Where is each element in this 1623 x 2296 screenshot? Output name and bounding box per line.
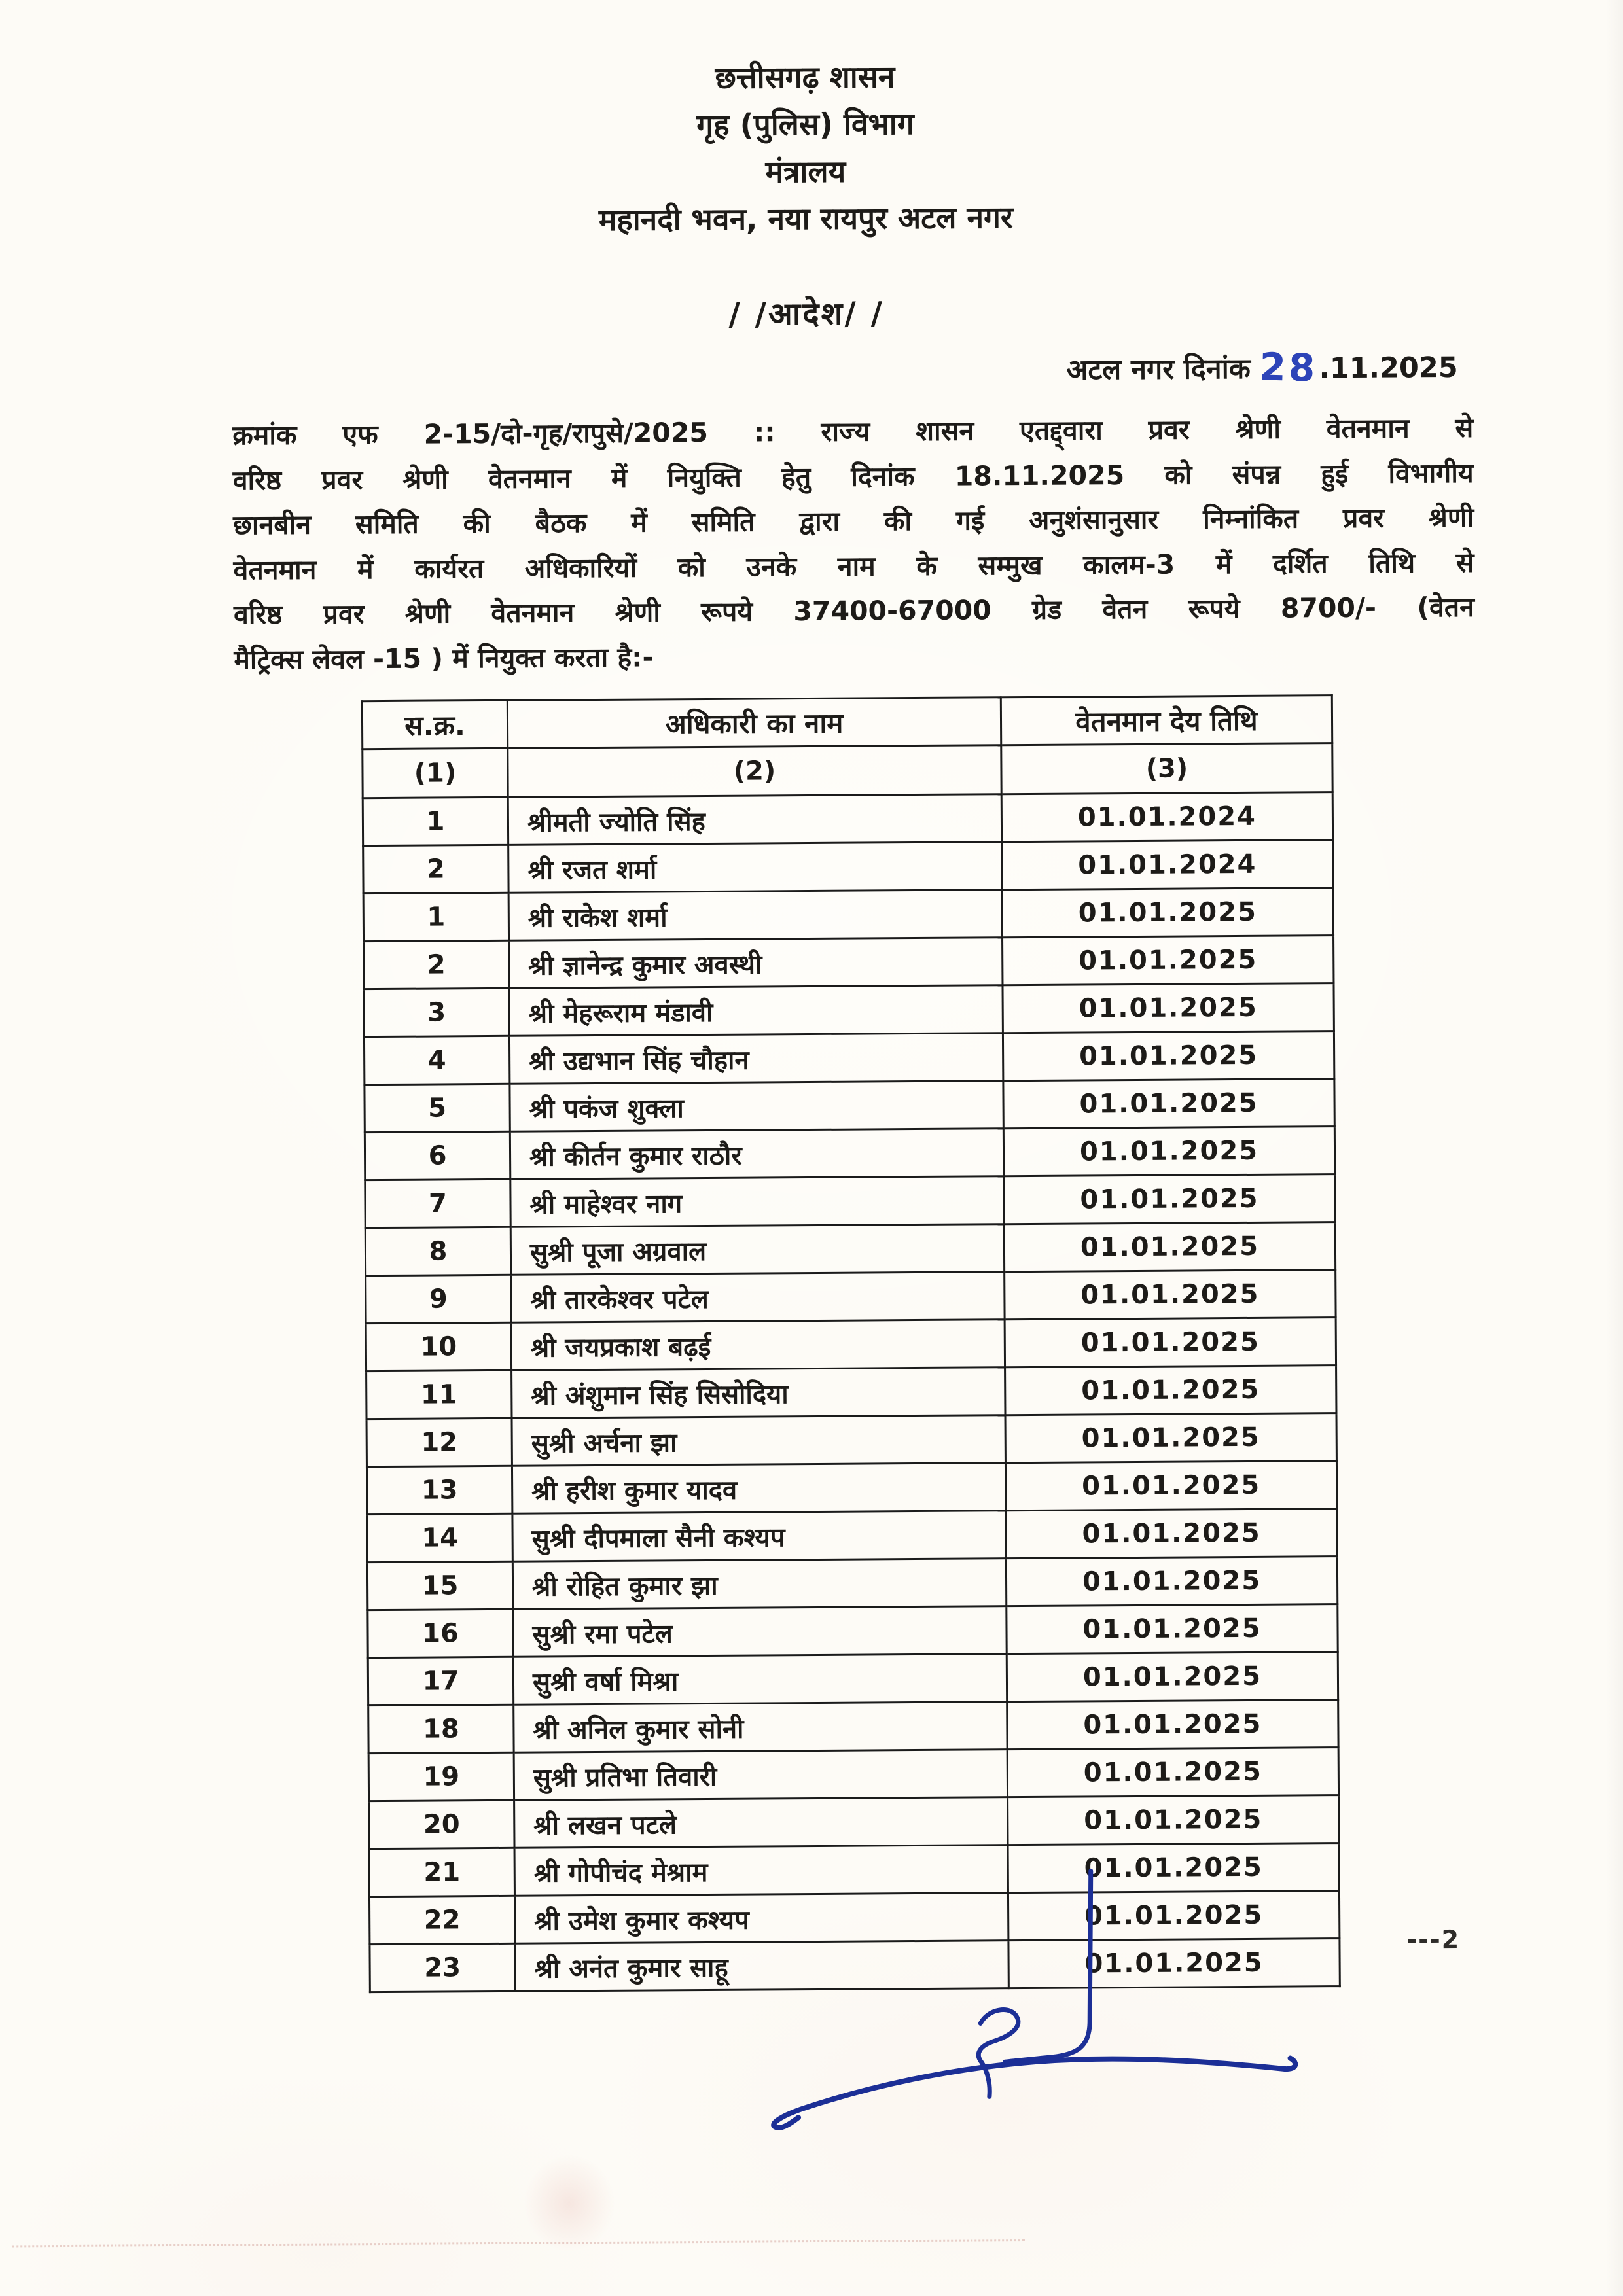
officer-name-cell: सुश्री प्रतिभा तिवारी — [514, 1750, 1007, 1801]
pay-date-cell: 01.01.2025 — [1005, 1413, 1336, 1463]
officer-name-cell: श्री गोपीचंद मेश्राम — [514, 1845, 1008, 1896]
officer-name-cell: सुश्री दीपमाला सैनी कश्यप — [512, 1511, 1006, 1562]
serial-cell: 3 — [364, 988, 509, 1036]
officer-name-cell: सुश्री पूजा अग्रवाल — [510, 1224, 1004, 1275]
serial-cell: 12 — [366, 1418, 512, 1466]
letterhead-line-1: छत्तीसगढ़ शासन — [715, 59, 895, 96]
scan-speckle-line — [12, 2239, 1025, 2247]
serial-cell: 2 — [364, 940, 509, 989]
pay-date-cell: 01.01.2025 — [1003, 1127, 1334, 1176]
table-row — [365, 1174, 1335, 1228]
signature-loop-stroke — [978, 2009, 1019, 2096]
table-header-row — [362, 696, 1332, 749]
pay-date-cell: 01.01.2025 — [1008, 1843, 1339, 1893]
officer-name-cell: श्री राकेश शर्मा — [508, 890, 1002, 941]
serial-cell: 8 — [365, 1227, 510, 1275]
table-row — [365, 1127, 1334, 1180]
order-title: / /आदेश/ / — [728, 295, 885, 333]
pay-date-cell: 01.01.2025 — [1003, 1079, 1334, 1129]
table-row — [366, 1366, 1336, 1419]
pay-date-cell: 01.01.2025 — [1006, 1509, 1337, 1559]
table-row — [368, 1604, 1338, 1658]
table-row — [365, 1079, 1334, 1133]
serial-cell: 4 — [364, 1036, 509, 1084]
officer-name-cell: श्री तारकेश्वर पटेल — [511, 1272, 1005, 1323]
officer-name-cell: श्री कीर्तन कुमार राठौर — [510, 1129, 1003, 1180]
pay-date-cell: 01.01.2025 — [1008, 1939, 1340, 1988]
serial-cell: 17 — [368, 1657, 513, 1705]
table-row — [370, 1939, 1340, 1992]
pay-date-cell: 01.01.2024 — [1001, 792, 1332, 842]
officer-name-cell: श्रीमती ज्योति सिंह — [508, 794, 1001, 845]
officer-name-cell: श्री लखन पटले — [514, 1797, 1008, 1848]
table-row — [364, 1031, 1334, 1085]
pay-date-cell: 01.01.2025 — [1008, 1891, 1339, 1941]
officer-name-cell: श्री ज्ञानेन्द्र कुमार अवस्थी — [509, 938, 1003, 989]
serial-cell: 22 — [369, 1896, 514, 1944]
officer-name-cell: श्री अनंत कुमार साहू — [515, 1941, 1008, 1992]
handwritten-day: 28 — [1258, 344, 1319, 391]
serial-cell: 18 — [368, 1704, 514, 1753]
pay-date-cell: 01.01.2025 — [1002, 888, 1333, 938]
table-row — [364, 983, 1334, 1037]
officer-table — [361, 694, 1341, 1993]
pay-date-cell: 01.01.2025 — [1003, 936, 1334, 985]
table-row — [366, 1318, 1336, 1371]
table-row — [367, 1509, 1337, 1563]
serial-cell: 1 — [363, 892, 508, 941]
serial-cell: 1 — [363, 797, 508, 845]
serial-cell: 23 — [370, 1943, 515, 1992]
table-row — [368, 1748, 1338, 1801]
col-header-officer-name: अधिकारी का नाम — [507, 698, 1001, 749]
page-continuation-marker: ---2 — [1406, 1924, 1461, 1954]
serial-cell: 2 — [363, 845, 508, 893]
paragraph-line-3: छानबीन समिति की बैठक में समिति द्वारा की गई अनुशंसानुसार निम्नांकित प्रवर श्रेणी — [233, 501, 1474, 541]
pay-date-cell: 01.01.2025 — [1003, 983, 1334, 1033]
paragraph-line-5: वरिष्ठ प्रवर श्रेणी वेतनमान श्रेणी रूपये 37400-67000 ग्रेड वेतन रूपये 8700/- (वेतन — [233, 591, 1475, 631]
col-header-serial: स.क्र. — [362, 700, 507, 749]
pay-date-cell: 01.01.2025 — [1005, 1318, 1336, 1368]
table-row — [369, 1891, 1339, 1945]
table-row — [366, 1270, 1336, 1324]
pay-date-cell: 01.01.2024 — [1002, 840, 1333, 890]
serial-cell: 21 — [369, 1848, 514, 1896]
pay-date-cell: 01.01.2025 — [1007, 1604, 1338, 1654]
table-row — [364, 936, 1334, 989]
officer-name-cell: श्री माहेश्वर नाग — [510, 1176, 1004, 1227]
table-row — [366, 1413, 1336, 1467]
pay-date-cell: 01.01.2025 — [1006, 1557, 1337, 1606]
col-header-pay-date: वेतनमान देय तिथि — [1001, 696, 1332, 745]
col-index-3: (3) — [1001, 743, 1332, 794]
pay-date-cell: 01.01.2025 — [1003, 1031, 1334, 1081]
officer-name-cell: श्री पकंज शुक्ला — [510, 1081, 1003, 1132]
pay-date-cell: 01.01.2025 — [1005, 1270, 1336, 1320]
table-row — [367, 1557, 1337, 1610]
pay-date-cell: 01.01.2025 — [1007, 1652, 1338, 1702]
officer-name-cell: श्री रजत शर्मा — [508, 842, 1002, 893]
serial-cell: 16 — [368, 1609, 513, 1657]
serial-cell: 11 — [366, 1370, 512, 1419]
officer-name-cell: श्री जयप्रकाश बढ़ई — [511, 1320, 1005, 1371]
officer-table-body — [363, 792, 1340, 1992]
officer-name-cell: सुश्री अर्चना झा — [512, 1415, 1005, 1466]
letterhead — [0, 48, 1618, 247]
officer-name-cell: सुश्री रमा पटेल — [513, 1606, 1007, 1657]
officer-name-cell: श्री उमेश कुमार कश्यप — [514, 1893, 1008, 1944]
letterhead-line-4: महानदी भवन, नया रायपुर अटल नगर — [598, 200, 1013, 238]
pay-date-cell: 01.01.2025 — [1005, 1366, 1336, 1415]
serial-cell: 13 — [366, 1466, 512, 1514]
paragraph-line-4: वेतनमान में कार्यरत अधिकारियों को उनके नाम के सम्मुख कालम-3 में दर्शित तिथि से — [233, 546, 1474, 586]
col-index-2: (2) — [508, 745, 1001, 798]
table-row — [363, 792, 1332, 846]
serial-cell: 7 — [365, 1179, 510, 1227]
table-row — [368, 1700, 1338, 1754]
date-line — [1066, 342, 1458, 389]
col-index-1: (1) — [363, 748, 508, 798]
officer-name-cell: श्री अंशुमान सिंह सिसोदिया — [512, 1368, 1005, 1419]
scan-pink-streak — [523, 2154, 615, 2253]
letterhead-line-2: गृह (पुलिस) विभाग — [696, 106, 914, 143]
table-row — [363, 840, 1333, 894]
table-index-row — [363, 743, 1332, 798]
pay-date-cell: 01.01.2025 — [1004, 1222, 1335, 1272]
paragraph-line-6: मैट्रिक्स लेवल -15 ) में नियुक्त करता है:- — [234, 641, 654, 675]
officer-name-cell: सुश्री वर्षा मिश्रा — [513, 1654, 1007, 1705]
pay-date-cell: 01.01.2025 — [1004, 1174, 1335, 1224]
scan-edge-shadow — [1606, 0, 1623, 2296]
paragraph-line-2: वरिष्ठ प्रवर श्रेणी वेतनमान में नियुक्ति हेतु दिनांक 18.11.2025 को संपन्न हुई विभागीय — [232, 457, 1474, 496]
table-row — [369, 1843, 1339, 1897]
pay-date-cell: 01.01.2025 — [1007, 1748, 1338, 1797]
table-row — [369, 1795, 1339, 1849]
officer-name-cell: श्री हरीश कुमार यादव — [512, 1463, 1005, 1514]
serial-cell: 15 — [367, 1561, 512, 1610]
serial-cell: 20 — [369, 1800, 514, 1848]
date-place-label: अटल नगर दिनांक — [1066, 352, 1251, 387]
date-printed-rest: .11.2025 — [1319, 351, 1458, 385]
serial-cell: 10 — [366, 1322, 511, 1371]
order-paragraph — [232, 406, 1474, 682]
table-row — [363, 888, 1333, 942]
serial-cell: 5 — [365, 1084, 510, 1132]
serial-cell: 14 — [367, 1513, 512, 1562]
pay-date-cell: 01.01.2025 — [1007, 1700, 1338, 1750]
table-row — [368, 1652, 1338, 1706]
pay-date-cell: 01.01.2025 — [1008, 1795, 1339, 1845]
officer-name-cell: श्री रोहित कुमार झा — [512, 1559, 1006, 1610]
officer-name-cell: श्री मेहरूराम मंडावी — [509, 985, 1003, 1036]
table-row — [366, 1461, 1336, 1515]
table-row — [365, 1222, 1335, 1276]
officer-name-cell: श्री अनिल कुमार सोनी — [514, 1702, 1007, 1753]
serial-cell: 9 — [366, 1275, 511, 1323]
serial-cell: 19 — [368, 1752, 514, 1801]
pay-date-cell: 01.01.2025 — [1005, 1461, 1336, 1511]
officer-name-cell: श्री उद्यभान सिंह चौहान — [509, 1033, 1003, 1084]
letterhead-line-3: मंत्रालय — [765, 153, 846, 190]
serial-cell: 6 — [365, 1131, 510, 1180]
signature-underline-stroke — [774, 2058, 1296, 2128]
paragraph-line-1: क्रमांक एफ 2-15/दो-गृह/रापुसे/2025 :: राज्य शासन एतद्द्वारा प्रवर श्रेणी वेतनमान से — [232, 412, 1474, 451]
